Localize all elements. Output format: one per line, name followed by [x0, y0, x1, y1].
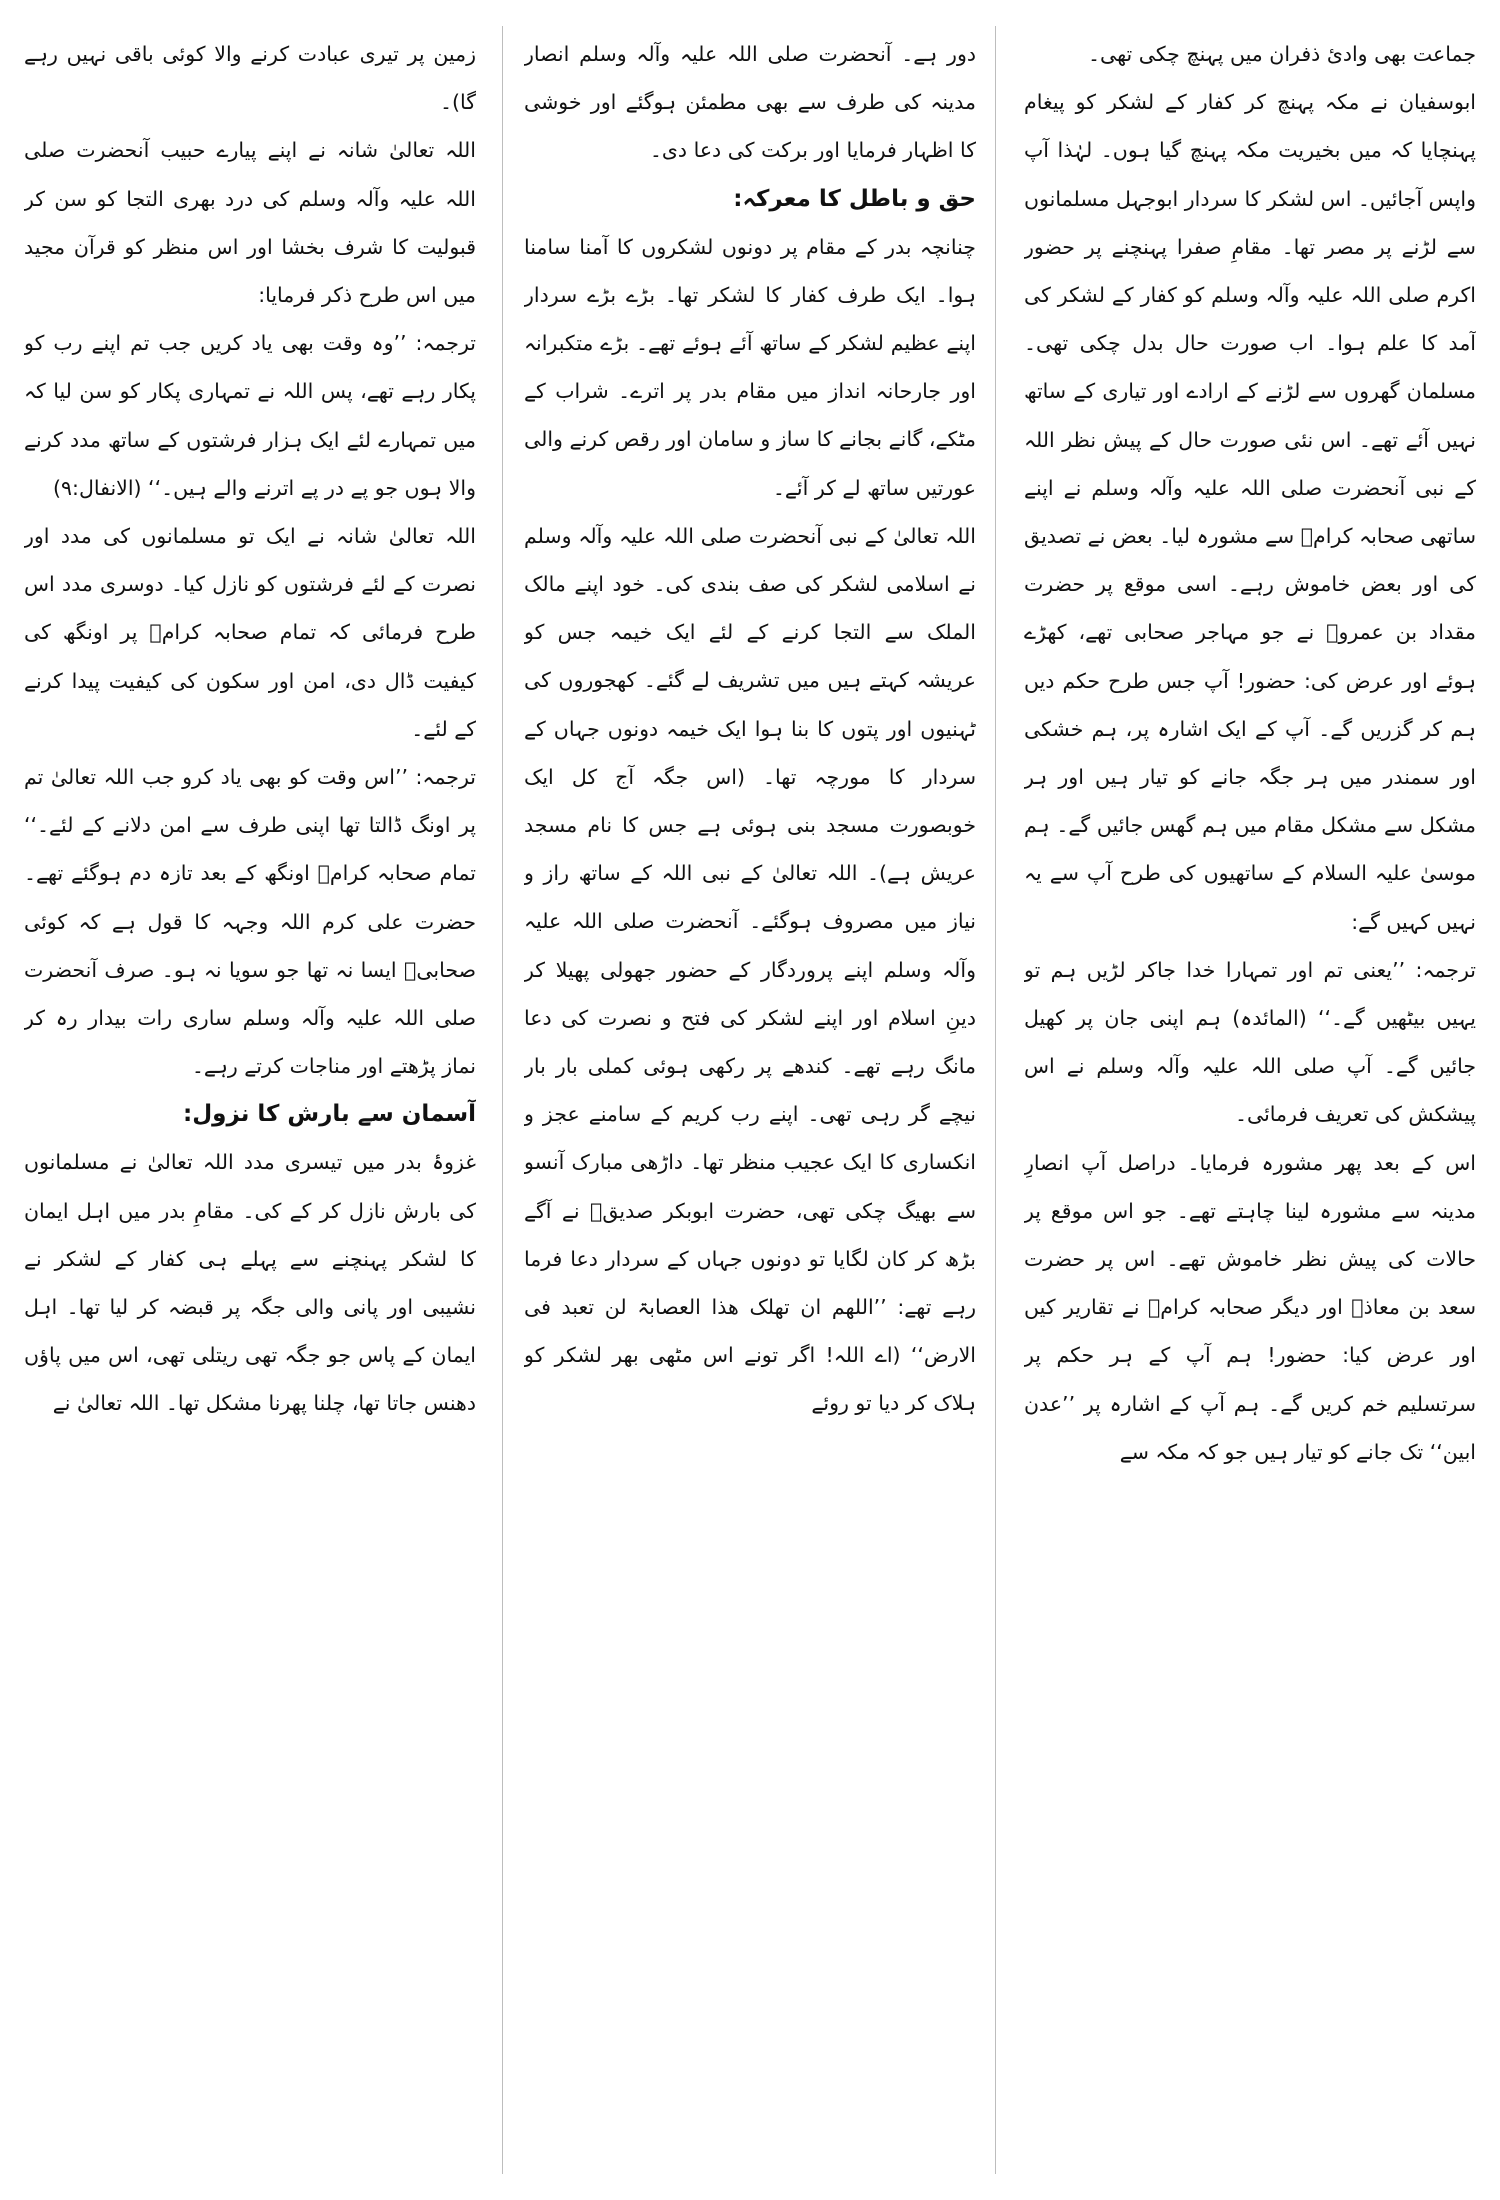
- paragraph: اللہ تعالیٰ شانہ نے اپنے پیارے حبیب آنحضرت صلی اللہ علیہ وآلہ وسلم کی درد بھری التجا کو سن کر قبولیت کا شرف بخشا اور اس منظر کو قرآن مجید میں اس طرح ذکر فرمایا:: [24, 138, 476, 308]
- paragraph: غزوۂ بدر میں تیسری مدد اللہ تعالیٰ نے مسلمانوں کی بارش نازل کر کے کی۔ مقامِ بدر میں اہل ایمان کا لشکر پہنچنے سے پہلے ہی کفار کے لشکر نے نشیبی اور پانی والی جگہ پر قبضہ کر لیا تھا۔ اہل ایمان کے پاس جو جگہ تھی ریتلی تھی، اس میں پاؤں دھنس جاتا تھا، چلنا پھرنا مشکل تھا۔ اللہ تعالیٰ نے: [24, 1150, 476, 1416]
- paragraph: ابوسفیان نے مکہ پہنچ کر کفار کے لشکر کو پیغام پہنچایا کہ میں بخیریت مکہ پہنچ گیا ہوں۔ لہٰذا آپ واپس آجائیں۔ اس لشکر کا سردار ابوجہل مسلمانوں سے لڑنے پر مصر تھا۔ مقامِ صفرا پہنچنے پر حضور اکرم صلی اللہ علیہ وآلہ وسلم کو کفار کے لشکر کی آمد کا علم ہوا۔ اب صورت حال بدل چکی تھی۔ مسلمان گھروں سے لڑنے کے ارادے اور تیاری کے ساتھ نہیں آئے تھے۔ اس نئی صورت حال کے پیش نظر اللہ کے نبی آنحضرت صلی اللہ علیہ وآلہ وسلم نے اپنے ساتھی صحابہ کرامؓ سے مشورہ لیا۔ بعض نے تصدیق کی اور بعض خاموش رہے۔ اسی موقع پر حضرت مقداد بن عمروؓ نے جو مہاجر صحابی تھے، کھڑے ہوئے اور عرض کی: حضور! آپ جس طرح حکم دیں ہم کر گزریں گے۔ آپ کے ایک اشارہ پر، ہم خشکی اور سمندر میں ہر جگہ جانے کو تیار ہیں اور ہر مشکل سے مشکل مقام میں ہم گھس جائیں گے۔ ہم موسیٰ علیہ السلام کے ساتھیوں کی طرح آپ سے یہ نہیں کہیں گے:: [1024, 90, 1476, 934]
- text-column-right: [1024, 30, 1476, 2180]
- section-heading: حق و باطل کا معرکہ:: [733, 185, 976, 212]
- paragraph: اللہ تعالیٰ کے نبی آنحضرت صلی اللہ علیہ وآلہ وسلم نے اسلامی لشکر کی صف بندی کی۔ خود اپنے مالک الملک سے التجا کرنے کے لئے ایک خیمہ جس کو عریشہ کہتے ہیں میں تشریف لے گئے۔ کھجوروں کی ٹہنیوں اور پتوں کا بنا ہوا ایک خیمہ دونوں جہاں کے سردار کا مورچہ تھا۔ (اس جگہ آج کل ایک خوبصورت مسجد بنی ہوئی ہے جس کا نام مسجد عریش ہے)۔ اللہ تعالیٰ کے نبی اللہ کے ساتھ راز و نیاز میں مصروف ہوگئے۔ آنحضرت صلی اللہ علیہ وآلہ وسلم اپنے پروردگار کے حضور جھولی پھیلا کر دینِ اسلام اور اپنے لشکر کی فتح و نصرت کی دعا مانگ رہے تھے۔ کندھے پر رکھی ہوئی کملی بار بار نیچے گر رہی تھی۔ اپنے رب کریم کے سامنے عجز و انکساری کا ایک عجیب منظر تھا۔ داڑھی مبارک آنسو سے بھیگ چکی تھی، حضرت ابوبکر صدیقؓ نے آگے بڑھ کر کان لگایا تو دونوں جہاں کے سردار دعا فرما رہے تھے: ’’اللھم ان تھلک ھذا العصابۃ لن تعبد فی الارض‘‘ (اے اللہ! اگر تونے اس مٹھی بھر لشکر کو ہلاک کر دیا تو روئے: [524, 523, 976, 1416]
- paragraph: ترجمہ: ’’یعنی تم اور تمہارا خدا جاکر لڑیں ہم تو یہیں بیٹھیں گے۔‘‘ (المائدہ) ہم اپنی جان پر کھیل جائیں گے۔ آپ صلی اللہ علیہ وآلہ وسلم نے اس پیشکش کی تعریف فرمائی۔: [1024, 957, 1476, 1127]
- paragraph: چنانچہ بدر کے مقام پر دونوں لشکروں کا آمنا سامنا ہوا۔ ایک طرف کفار کا لشکر تھا۔ بڑے بڑے سردار اپنے عظیم لشکر کے ساتھ آئے ہوئے تھے۔ بڑے متکبرانہ اور جارحانہ انداز میں مقام بدر پر اترے۔ شراب کے مٹکے، گانے بجانے کا ساز و سامان اور رقص کرنے والی عورتیں ساتھ لے کر آئے۔: [524, 234, 976, 500]
- paragraph: ترجمہ: ’’اس وقت کو بھی یاد کرو جب اللہ تعالیٰ تم پر اونگ ڈالتا تھا اپنی طرف سے امن دلانے کے لئے۔‘‘ تمام صحابہ کرامؓ اونگھ کے بعد تازہ دم ہوگئے تھے۔ حضرت علی کرم اللہ وجہہ کا قول ہے کہ کوئی صحابیؓ ایسا نہ تھا جو سویا نہ ہو۔ صرف آنحضرت صلی اللہ علیہ وآلہ وسلم ساری رات بیدار رہ کر نماز پڑھتے اور مناجات کرتے رہے۔: [24, 765, 476, 1079]
- column-divider: [995, 26, 996, 2174]
- text-column-middle: [524, 30, 976, 2180]
- paragraph: اللہ تعالیٰ شانہ نے ایک تو مسلمانوں کی مدد اور نصرت کے لئے فرشتوں کو نازل کیا۔ دوسری مدد اس طرح فرمائی کہ تمام صحابہ کرامؓ پر اونگھ کی کیفیت ڈال دی، امن اور سکون کی کیفیت پیدا کرنے کے لئے۔: [24, 524, 476, 741]
- section-heading: آسمان سے بارش کا نزول:: [183, 1101, 476, 1128]
- column-divider: [502, 26, 503, 2174]
- paragraph: اس کے بعد پھر مشورہ فرمایا۔ دراصل آپ انصارِ مدینہ سے مشورہ لینا چاہتے تھے۔ جو اس موقع پر حالات کی پیش نظر خاموش تھے۔ اس پر حضرت سعد بن معاذؓ اور دیگر صحابہ کرامؓ نے تقاریر کیں اور عرض کیا: حضور! ہم آپ کے ہر حکم پر سرتسلیم خم کریں گے۔ ہم آپ کے اشارہ پر ’’عدن ابین‘‘ تک جانے کو تیار ہیں جو کہ مکہ سے: [1024, 1150, 1476, 1464]
- paragraph: جماعت بھی وادیٔ ذفران میں پہنچ چکی تھی۔: [1088, 42, 1476, 66]
- text-column-left: [24, 30, 476, 2180]
- paragraph: زمین پر تیری عبادت کرنے والا کوئی باقی نہیں رہے گا)۔: [24, 42, 476, 115]
- paragraph: دور ہے۔ آنحضرت صلی اللہ علیہ وآلہ وسلم انصار مدینہ کی طرف سے بھی مطمئن ہوگئے اور خوشی کا اظہار فرمایا اور برکت کی دعا دی۔: [524, 42, 976, 163]
- paragraph: ترجمہ: ’’وہ وقت بھی یاد کریں جب تم اپنے رب کو پکار رہے تھے، پس اللہ نے تمہاری پکار کو سن لیا کہ میں تمہارے لئے ایک ہزار فرشتوں کے ساتھ مدد کرنے والا ہوں جو پے در پے اترنے والے ہیں۔‘‘ (الانفال:۹): [24, 331, 476, 500]
